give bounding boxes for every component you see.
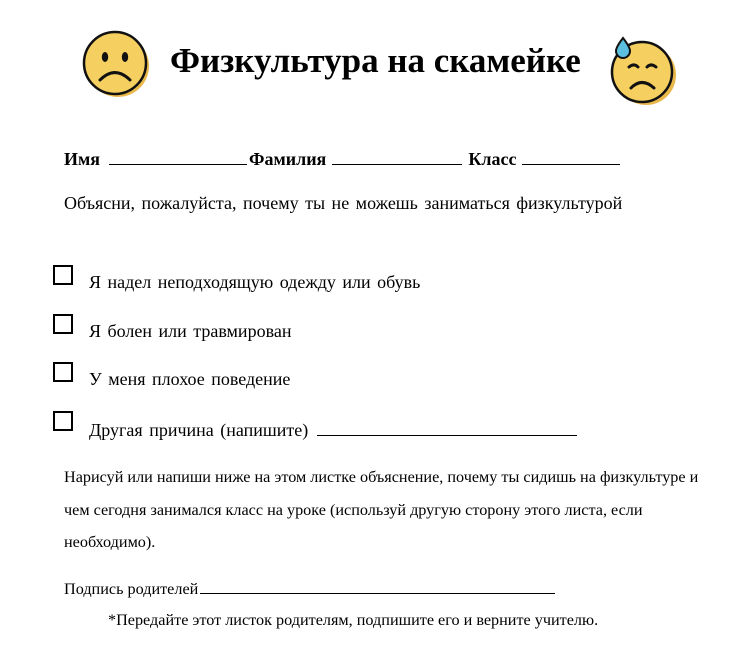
name-field[interactable]	[109, 150, 247, 165]
class-label: Класс	[468, 149, 517, 169]
signature-line	[64, 577, 555, 600]
option-label: Другая причина (напишите)	[89, 419, 309, 440]
page-title: Физкультура на скамейке	[170, 41, 581, 80]
student-info-fields	[64, 148, 620, 170]
class-field[interactable]	[522, 150, 620, 165]
checkbox-sick[interactable]	[53, 314, 73, 334]
surname-label: Фамилия	[249, 149, 327, 169]
question-text: Объясни, пожалуйста, почему ты не можешь заниматься физкультурой	[64, 193, 623, 213]
footnote: *Передайте этот листок родителям, подпишите его и верните учителю.	[108, 611, 599, 629]
checkbox-other[interactable]	[53, 411, 73, 431]
name-label: Имя	[64, 149, 100, 169]
checkbox-bad-behavior[interactable]	[53, 362, 73, 382]
option-label: У меня плохое поведение	[89, 369, 291, 389]
surname-field[interactable]	[332, 150, 462, 165]
other-reason-field[interactable]	[317, 417, 577, 436]
instructions-text: Нарисуй или напиши ниже на этом листке объяснение, почему ты сидишь на физкультуре и чем сегодня занимался класс на уроке (используй другую сторону этого листа, если необходимо).	[64, 468, 699, 551]
signature-label: Подпись родителей	[64, 580, 199, 598]
sad-face-icon	[78, 26, 158, 106]
option-label: Я болен или травмирован	[89, 320, 292, 341]
signature-field[interactable]	[200, 577, 555, 594]
checkbox-wrong-clothes[interactable]	[53, 265, 73, 285]
sad-sweat-face-icon	[604, 35, 684, 115]
option-other-line	[89, 417, 577, 441]
option-label: Я надел неподходящую одежду или обувь	[89, 272, 421, 292]
